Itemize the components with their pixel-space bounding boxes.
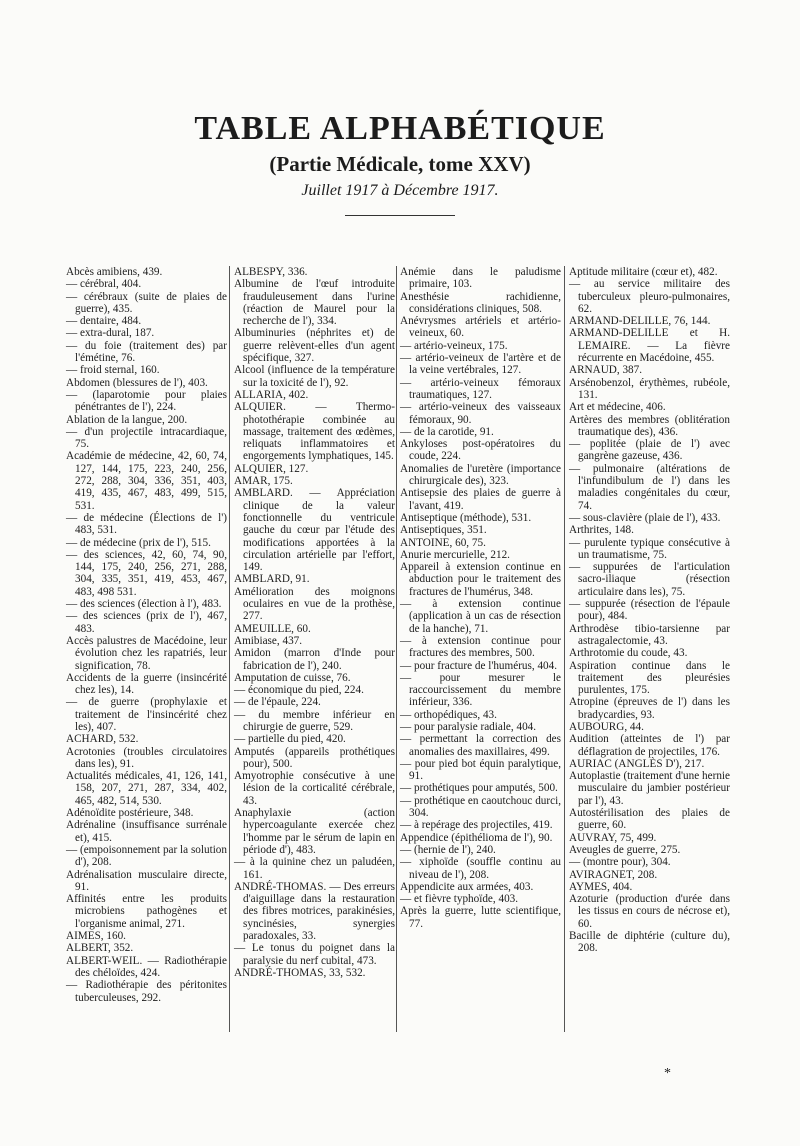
index-entry: Accidents de la guerre (insincérité chez les), 14. (66, 671, 227, 697)
index-entry: Amidon (marron d'Inde pour fabrication de l'), 240. (234, 647, 395, 672)
index-entry: — (laparotomie pour plaies pénétrantes de l'), 224. (66, 388, 227, 414)
footer-mark: * (664, 1066, 671, 1081)
index-entry: — pour mesurer le raccourcissement du membre inférieur, 336. (400, 671, 561, 709)
index-entry: Bacille de diphtérie (culture du), 208. (569, 930, 730, 955)
index-entry: — de médecine (Élections de l') 483, 531. (66, 511, 227, 537)
index-entry: — des sciences (prix de l'), 467, 483. (66, 610, 227, 635)
index-entry: Anaphylaxie (action hypercoagulante exercée chez l'homme par le sérum de lapin en période d'), 483. (234, 807, 395, 856)
index-entry: Abdomen (blessures de l'), 403. (66, 376, 208, 389)
index-entry: Antiseptique (méthode), 531. (400, 511, 532, 524)
index-entry: AMBLARD, 91. (234, 573, 310, 586)
index-entry: AIMES, 160. (66, 930, 126, 943)
index-entry: AYMES, 404. (569, 880, 633, 893)
index-entry: ALBERT-WEIL. — Radiothérapie des chéloïdes, 424. (66, 954, 227, 979)
index-entry: Anémie dans le paludisme primaire, 103. (400, 266, 561, 291)
index-entry: — orthopédiques, 43. (400, 708, 497, 721)
index-entry: — de guerre (prophylaxie et traitement de l'insincérité chez les), 407. (66, 696, 227, 733)
index-entry: Anurie mercurielle, 212. (400, 548, 510, 561)
index-column-2 (234, 266, 395, 979)
index-entry: AMAR, 175. (234, 475, 293, 488)
index-entry: ALQUIER. — Thermo-photothérapie combinée au massage, traitement des œdèmes, reliquats inflammatoires et engorgements lymphatiques, 145. (234, 401, 395, 463)
index-entry: Aveugles de guerre, 275. (569, 843, 681, 856)
column-divider (564, 266, 565, 1032)
index-entry: Appendicite aux armées, 403. (400, 880, 534, 893)
index-entry: ARNAUD, 387. (569, 364, 643, 377)
index-column-1 (66, 266, 227, 1004)
index-entry: Albumine de l'œuf introduite frauduleusement dans l'urine (réaction de Maurel pour la recherche de l'), 334. (234, 278, 395, 328)
index-entry: Antiseptiques, 351. (400, 524, 487, 537)
index-entry: Arsénobenzol, érythèmes, rubéole, 131. (569, 376, 730, 401)
date-range: Juillet 1917 à Décembre 1917. (301, 182, 499, 199)
index-entry: Accès palustres de Macédoine, leur évolution chez les rapatriés, leur signification, 78. (66, 634, 227, 672)
index-entry: — suppurées de l'articulation sacro-iliaque (résection articulaire dans les), 75. (569, 561, 730, 598)
index-entry: Atropine (épreuves de l') dans les bradycardies, 93. (569, 696, 730, 721)
index-entry: ALBESPY, 336. (234, 266, 308, 278)
index-entry: ALBERT, 352. (66, 942, 134, 955)
index-entry: — des sciences (élection à l'), 483. (66, 598, 222, 611)
index-entry: Aptitude militaire (cœur et), 482. (569, 266, 718, 278)
index-entry: — prothétiques pour amputés, 500. (400, 782, 558, 795)
index-entry: — de la carotide, 91. (400, 425, 494, 438)
index-column-3 (400, 266, 561, 930)
index-entry: — de l'épaule, 224. (234, 696, 321, 709)
index-entry: — des sciences, 42, 60, 74, 90, 144, 175, 240, 256, 271, 288, 304, 335, 351, 419, 453, 467, 483, 498 531. (66, 548, 227, 598)
index-entry: Affinités entre les produits microbiens pathogènes et l'organisme animal, 271. (66, 893, 227, 930)
index-entry: AURIAC (ANGLÈS D'), 217. (569, 757, 705, 770)
index-entry: — de médecine (prix de l'), 515. (66, 536, 211, 549)
index-entry: Amélioration des moignons oculaires en vue de la prothèse, 277. (234, 585, 395, 623)
index-entry: — cérébraux (suite de plaies de guerre), 435. (66, 290, 227, 315)
index-entry: — dentaire, 484. (66, 315, 142, 328)
index-entry: — partielle du pied, 420. (234, 733, 346, 746)
index-entry: Anévrysmes artériels et artério-veineux, 60. (400, 315, 561, 340)
index-entry: — cérébral, 404. (66, 278, 142, 291)
index-entry: Albuminuries (néphrites et) de guerre relèvent-elles d'un agent spécifique, 327. (234, 327, 395, 365)
index-entry: — économique du pied, 224. (234, 684, 364, 697)
index-entry: Artères des membres (oblitération traumatique des), 436. (569, 413, 730, 438)
index-entry: Ablation de la langue, 200. (66, 413, 188, 426)
index-entry: Azoturie (production d'urée dans les tissus en cours de nécrose et), 60. (569, 893, 730, 930)
index-entry: Acrotonies (troubles circulatoires dans les), 91. (66, 745, 227, 770)
index-entry: — purulente typique consécutive à un traumatisme, 75. (569, 536, 730, 561)
index-entry: Anomalies de l'uretère (importance chirurgicale des), 323. (400, 462, 561, 488)
index-entry: Amibiase, 437. (234, 634, 303, 647)
index-entry: — et fièvre typhoïde, 403. (400, 893, 519, 906)
index-entry: — pour paralysie radiale, 404. (400, 720, 537, 733)
index-entry: Appareil à extension continue en abduction pour le traitement des fractures de l'humérus, 348. (400, 561, 561, 598)
index-entry: Appendice (épithélioma de l'), 90. (400, 831, 553, 844)
index-entry: — à extension continue (application à un cas de résection de la hanche), 71. (400, 598, 561, 635)
page-title: TABLE ALPHABÉTIQUE (194, 110, 606, 147)
index-entry: — froid sternal, 160. (66, 364, 160, 377)
index-entry: Adrénalisation musculaire directe, 91. (66, 868, 227, 893)
index-entry: Amyotrophie consécutive à une lésion de la corticalité cérébrale, 43. (234, 770, 395, 807)
index-entry: Art et médecine, 406. (569, 401, 666, 414)
index-entry: Antisepsie des plaies de guerre à l'avant, 419. (400, 487, 561, 512)
index-entry: AUVRAY, 75, 499. (569, 831, 657, 844)
index-entry: — prothétique en caoutchouc durci, 304. (400, 794, 561, 820)
index-entry: — Le tonus du poignet dans la paralysie du nerf cubital, 473. (234, 942, 395, 967)
index-entry: Après la guerre, lutte scientifique, 77. (400, 905, 561, 930)
index-entry: Adrénaline (insuffisance surrénale et), 415. (66, 819, 227, 844)
index-entry: — artério-veineux de l'artère et de la veine vertébrales, 127. (400, 352, 561, 377)
column-divider (229, 266, 230, 1032)
index-entry: Amputés (appareils prothétiques pour), 500. (234, 745, 395, 770)
index-entry: — (hernie de l'), 240. (400, 843, 496, 856)
index-entry: — (montre pour), 304. (569, 856, 671, 869)
index-entry: — poplitée (plaie de l') avec gangrène gazeuse, 436. (569, 438, 730, 463)
index-entry: — sous-clavière (plaie de l'), 433. (569, 511, 721, 524)
index-entry: ARMAND-DELILLE et H. LEMAIRE. — La fièvre récurrente en Macédoine, 455. (569, 327, 730, 365)
index-entry: ANDRÉ-THOMAS, 33, 532. (234, 966, 366, 979)
page-subtitle: (Partie Médicale, tome XXV) (269, 152, 531, 176)
index-entry: — à repérage des projectiles, 419. (400, 819, 553, 832)
index-entry: Arthrites, 148. (569, 524, 634, 537)
index-entry: — artério-veineux des vaisseaux fémoraux, 90. (400, 401, 561, 426)
index-entry: ARMAND-DELILLE, 76, 144. (569, 315, 711, 328)
index-entry: ALQUIER, 127. (234, 462, 309, 475)
index-entry: — permettant la correction des anomalies des maxillaires, 499. (400, 733, 561, 758)
index-entry: AMEUILLE, 60. (234, 622, 311, 635)
index-entry: — pour pied bot équin paralytique, 91. (400, 757, 561, 783)
index-entry: ALLARIA, 402. (234, 388, 309, 401)
index-entry: — Radiothérapie des péritonites tuberculeuses, 292. (66, 979, 227, 1004)
index-entry: AVIRAGNET, 208. (569, 868, 658, 881)
index-entry: Audition (atteintes de l') par déflagration de projectiles, 176. (569, 733, 730, 758)
index-entry: — pulmonaire (altérations de l'infundibulum de l') dans les maladies congénitales du cœur, 74. (569, 462, 730, 512)
index-entry: Arthrotomie du coude, 43. (569, 647, 688, 660)
index-entry: — xiphoïde (souffle continu au niveau de l'), 208. (400, 856, 561, 881)
index-entry: AUBOURG, 44. (569, 720, 644, 733)
index-entry: Ankyloses post-opératoires du coude, 224. (400, 438, 561, 463)
index-entry: — extra-dural, 187. (66, 327, 155, 340)
index-entry: Actualités médicales, 41, 126, 141, 158, 207, 271, 287, 334, 402, 465, 482, 514, 530. (66, 770, 227, 807)
index-entry: — (empoisonnement par la solution d'), 208. (66, 843, 227, 869)
index-entry: Anesthésie rachidienne, considérations cliniques, 508. (400, 290, 561, 315)
index-entry: — artério-veineux fémoraux traumatiques, 127. (400, 376, 561, 401)
index-column-4 (569, 266, 730, 955)
index-entry: — du membre inférieur en chirurgie de guerre, 529. (234, 708, 395, 733)
index-entry: Arthrodèse tibio-tarsienne par astragalectomie, 43. (569, 622, 730, 647)
index-entry: — pour fracture de l'humérus, 404. (400, 659, 558, 672)
index-entry: ANTOINE, 60, 75. (400, 536, 486, 549)
index-entry: Abcès amibiens, 439. (66, 266, 163, 278)
index-entry: — à extension continue pour fractures des membres, 500. (400, 634, 561, 660)
column-divider (396, 266, 397, 1032)
index-entry: Alcool (influence de la température sur la toxicité de l'), 92. (234, 364, 395, 389)
title-rule (345, 215, 455, 216)
index-entry: — au service militaire des tuberculeux pleuro-pulmonaires, 62. (569, 278, 730, 315)
index-entry: AMBLARD. — Appréciation clinique de la valeur fonctionnelle du ventricule gauche du cœur par l'étude des modifications apportées à la circulation artérielle par l'effort, 149. (234, 487, 395, 574)
index-entry: Autostérilisation des plaies de guerre, 60. (569, 807, 730, 832)
index-entry: Autoplastie (traitement d'une hernie musculaire du jambier postérieur par l'), 43. (569, 770, 730, 807)
index-entry: ACHARD, 532. (66, 733, 139, 746)
index-entry: ANDRÉ-THOMAS. — Des erreurs d'aiguillage dans la restauration des fibres motrices, parakinésies, syncinésies, synergies paradoxales, 33. (234, 880, 395, 943)
index-entry: — artério-veineux, 175. (400, 339, 508, 352)
index-entry: Aspiration continue dans le traitement des pleurésies purulentes, 175. (569, 659, 730, 697)
index-entry: — d'un projectile intracardiaque, 75. (66, 425, 227, 451)
index-entry: Académie de médecine, 42, 60, 74, 127, 144, 175, 223, 240, 256, 272, 288, 304, 336, 351, 403, 419, 435, 467, 483, 499, 515, 531. (66, 450, 227, 512)
index-entry: — à la quinine chez un paludéen, 161. (234, 856, 395, 881)
index-entry: Adénoïdite postérieure, 348. (66, 807, 194, 820)
index-entry: Amputation de cuisse, 76. (234, 671, 351, 684)
index-entry: — suppurée (résection de l'épaule pour), 484. (569, 598, 730, 623)
index-entry: — du foie (traitement des) par l'émétine, 76. (66, 339, 227, 365)
